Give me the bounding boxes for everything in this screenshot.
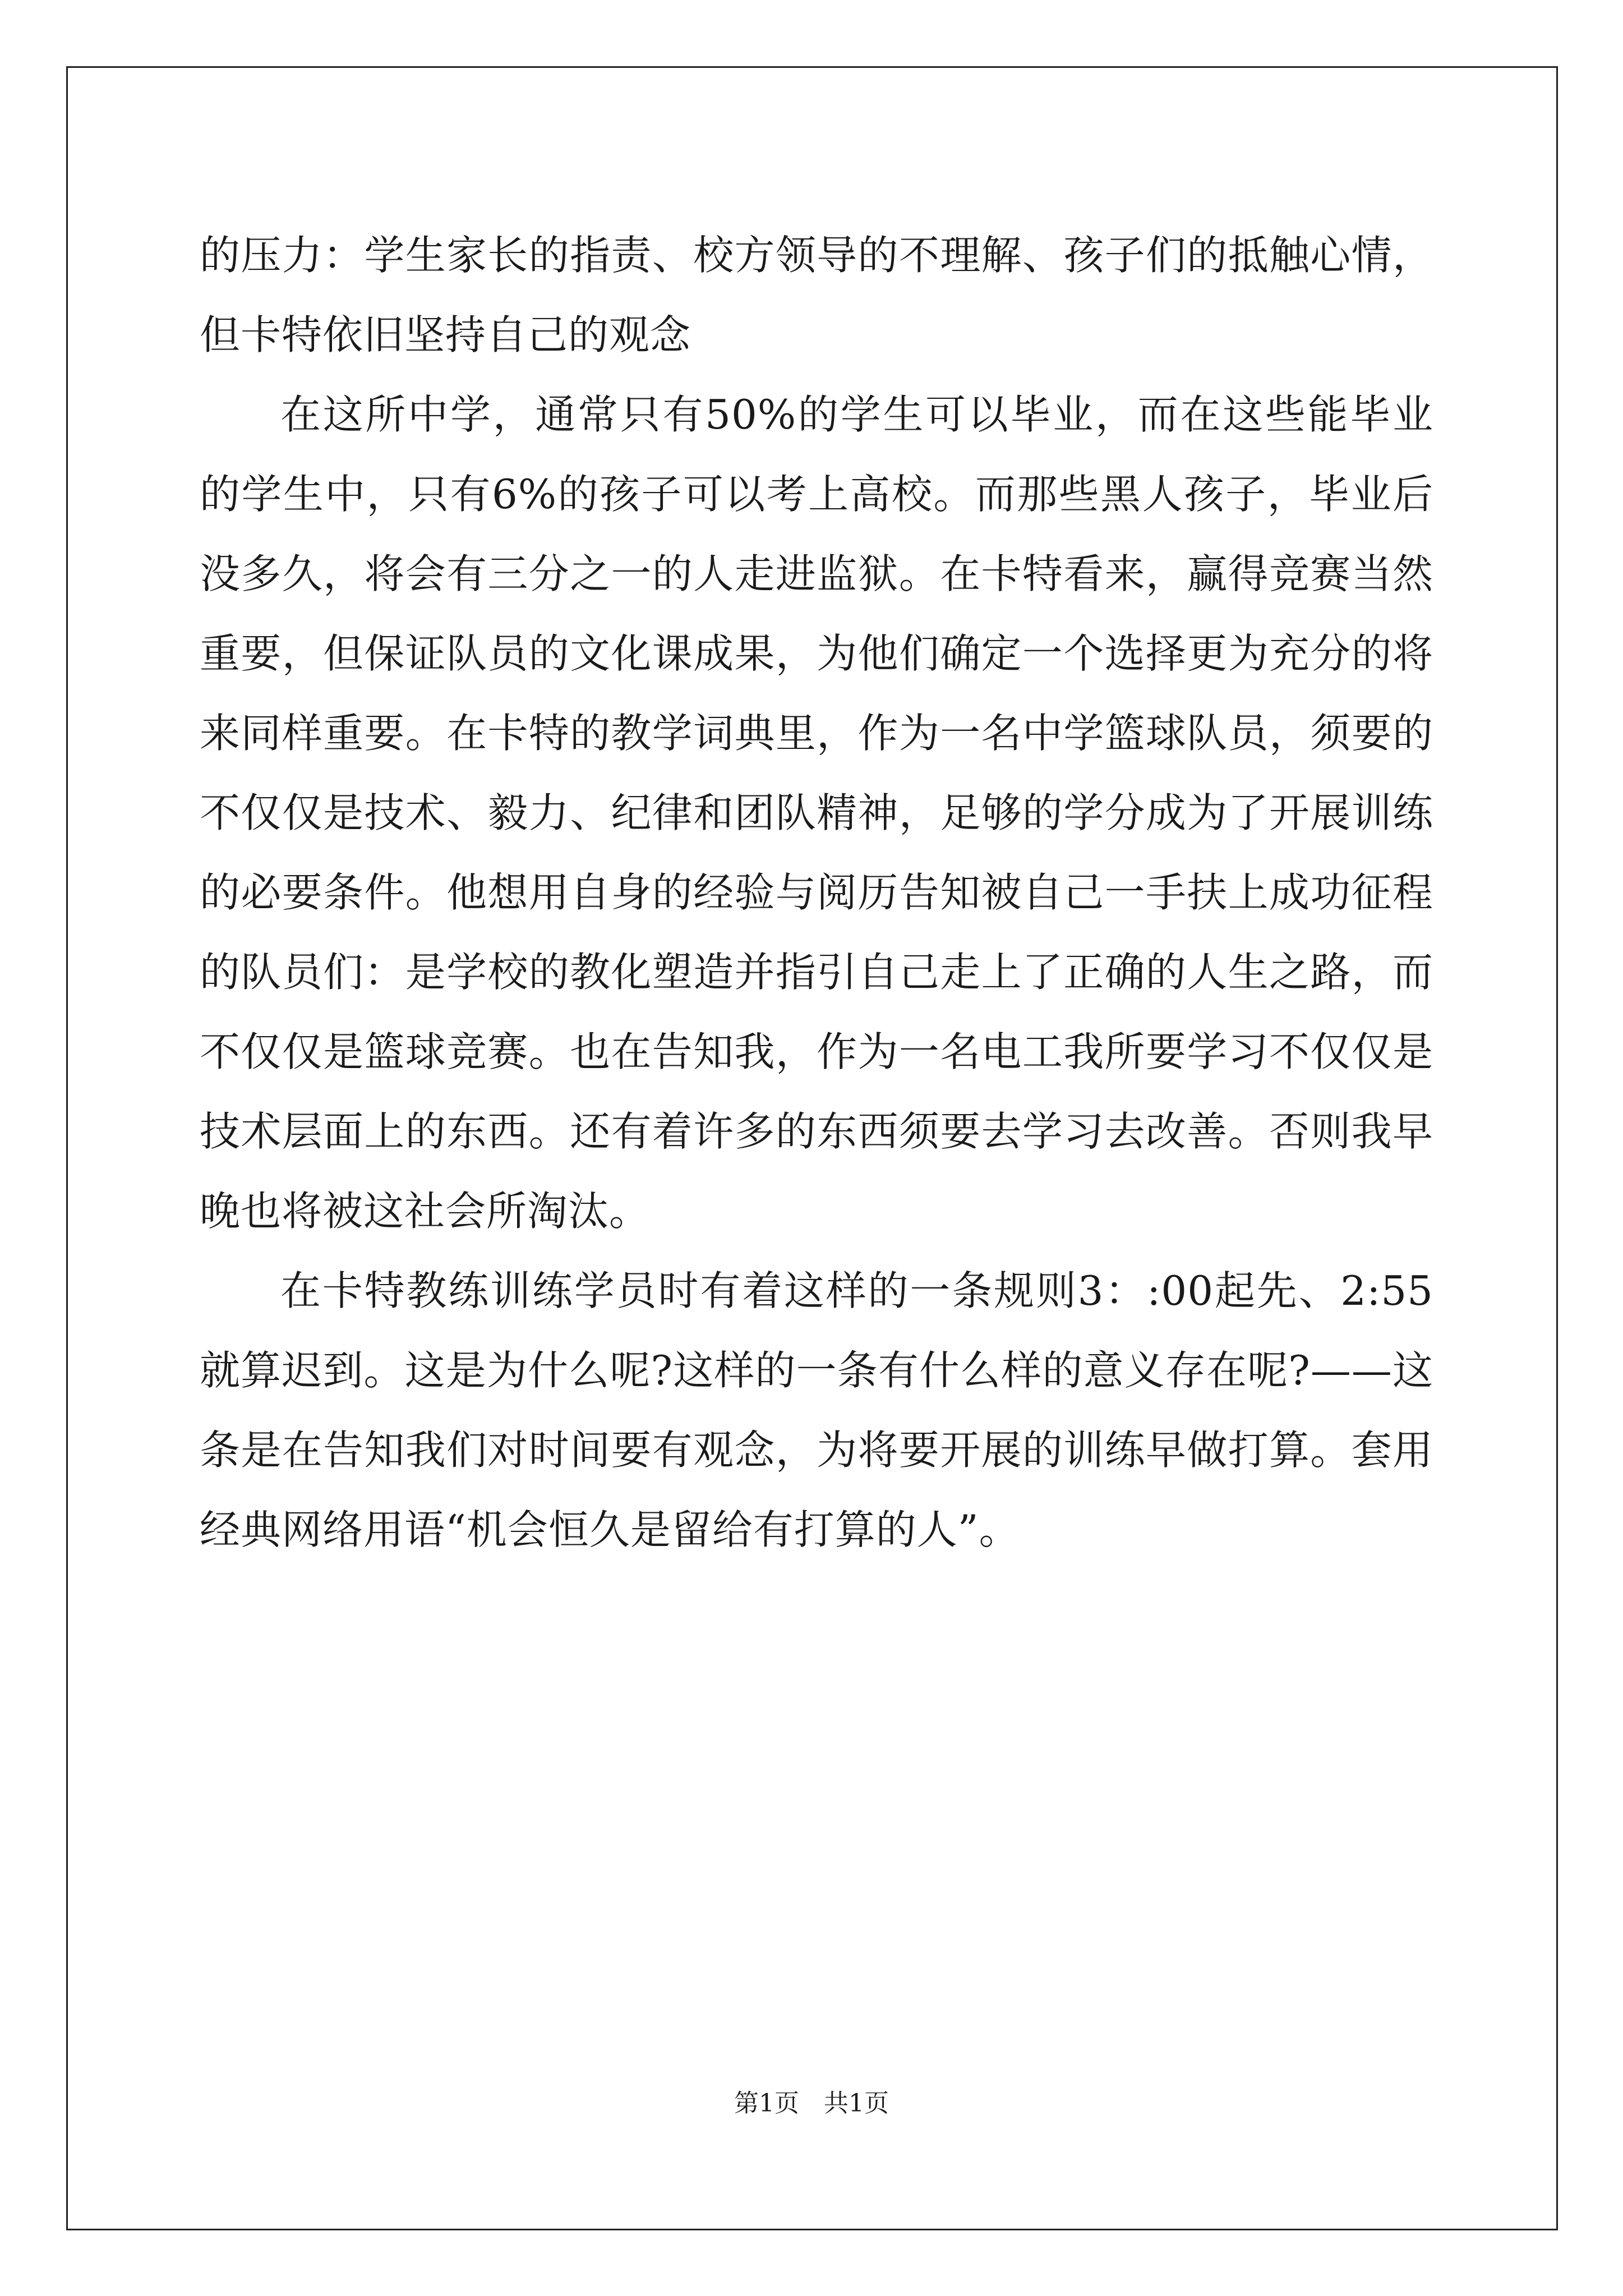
paragraph-1: 的压力：学生家长的指责、校方领导的不理解、孩子们的抵触心情，但卡特依旧坚持自己的观念 <box>200 232 1433 358</box>
page-number: 第1页 <box>734 2089 799 2118</box>
paragraph-2: 在这所中学，通常只有50%的学生可以毕业，而在这些能毕业的学生中，只有6%的孩子可以考上高校。而那些黑人孩子，毕业后没多久，将会有三分之一的人走进监狱。在卡特看来，赢得竞赛当然重要，但保证队员的文化课成果，为他们确定一个选择更为充分的将来同样重要。在卡特的教学词典里，作为一名中学篮球队员，须要的不仅仅是技术、毅力、纪律和团队精神，足够的学分成为了开展训练的必要条件。他想用自身的经验与阅历告知被自己一手扶上成功征程的队员们：是学校的教化塑造并指引自己走上了正确的人生之路，而不仅仅是篮球竞赛。也在告知我，作为一名电工我所要学习不仅仅是技术层面上的东西。还有着许多的东西须要去学习去改善。否则我早晚也将被这社会所淘汰。 <box>200 391 1433 1235</box>
page-footer <box>0 2087 1623 2120</box>
paragraph-3: 在卡特教练训练学员时有着这样的一条规则3：:00起先、2:55就算迟到。这是为什么呢?这样的一条有什么样的意义存在呢?——这条是在告知我们对时间要有观念，为将要开展的训练早做打算。套用经典网络用语“机会恒久是留给有打算的人”。 <box>200 1267 1433 1553</box>
document-body <box>200 215 1433 1570</box>
page-total: 共1页 <box>824 2089 889 2118</box>
